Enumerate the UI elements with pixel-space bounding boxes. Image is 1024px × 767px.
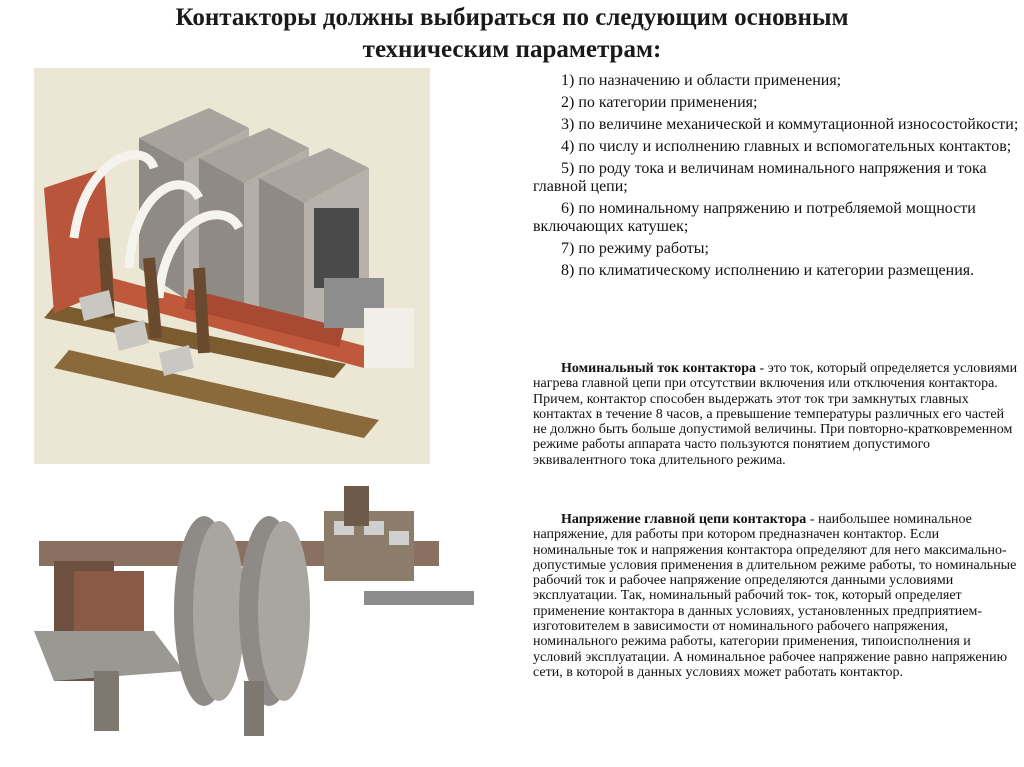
contactor-photo-top bbox=[34, 68, 430, 464]
main-circuit-voltage-term: Напряжение главной цепи контактора bbox=[561, 512, 807, 527]
title-line-2: техническим параметрам: bbox=[362, 36, 662, 63]
contactor-photo-bottom bbox=[34, 481, 478, 743]
rated-current-term: Номинальный ток контактора bbox=[561, 361, 757, 376]
list-item: 5) по роду тока и величинам номинального напряжения и тока главной цепи; bbox=[533, 160, 987, 195]
main-circuit-voltage-paragraph bbox=[533, 512, 1019, 680]
selection-criteria-list bbox=[533, 72, 1019, 284]
list-item: 7) по режиму работы; bbox=[561, 240, 709, 257]
list-item: 6) по номинальному напряжению и потребляемой мощности включающих катушек; bbox=[533, 200, 976, 235]
page-title bbox=[0, 2, 1024, 66]
rated-current-text: - это ток, который определяется условиями нагрева главной цепи при отсутствии включения или отключения контактора. Причем, контактор способен выдержать этот ток три замкнутых главных контактах в течение 8 часов, а превышение температуры различных его частей не должно быть больше допустимой величины. При повторно-кратковременном режиме работы аппарата часто пользуются понятием допустимого эквивалентного тока длительного режима. bbox=[533, 361, 1018, 468]
list-item: 1) по назначению и области применения; bbox=[561, 72, 842, 89]
list-item: 3) по величине механической и коммутационной износостойкости; bbox=[561, 116, 1019, 133]
list-item: 8) по климатическому исполнению и категории размещения. bbox=[561, 262, 975, 279]
list-item: 2) по категории применения; bbox=[561, 94, 758, 111]
list-item: 4) по числу и исполнению главных и вспомогательных контактов; bbox=[561, 138, 1012, 155]
title-line-1: Контакторы должны выбираться по следующим основным bbox=[175, 4, 849, 31]
rated-current-paragraph bbox=[533, 361, 1019, 468]
main-circuit-voltage-text: - наибольшее номинальное напряжение, для работы при котором предназначен контактор. Если номинальные ток и напряжения контактора определяют для него максимально-допустимые условия применения в длительном режиме работы, то номинальные рабочий ток и рабочее напряжение определяются данными условиями эксплуатации. Так, номинальный рабочий ток- ток, который определяет применение контактора в данных условиях, установленных предприятием-изготовителем в зависимости от номинального рабочего напряжения, номинального режима работы, категории применения, типоисполнения и условий эксплуатации. А номинальное рабочее напряжение равно напряжению сети, в которой в данных условиях может работать контактор. bbox=[533, 512, 1017, 680]
